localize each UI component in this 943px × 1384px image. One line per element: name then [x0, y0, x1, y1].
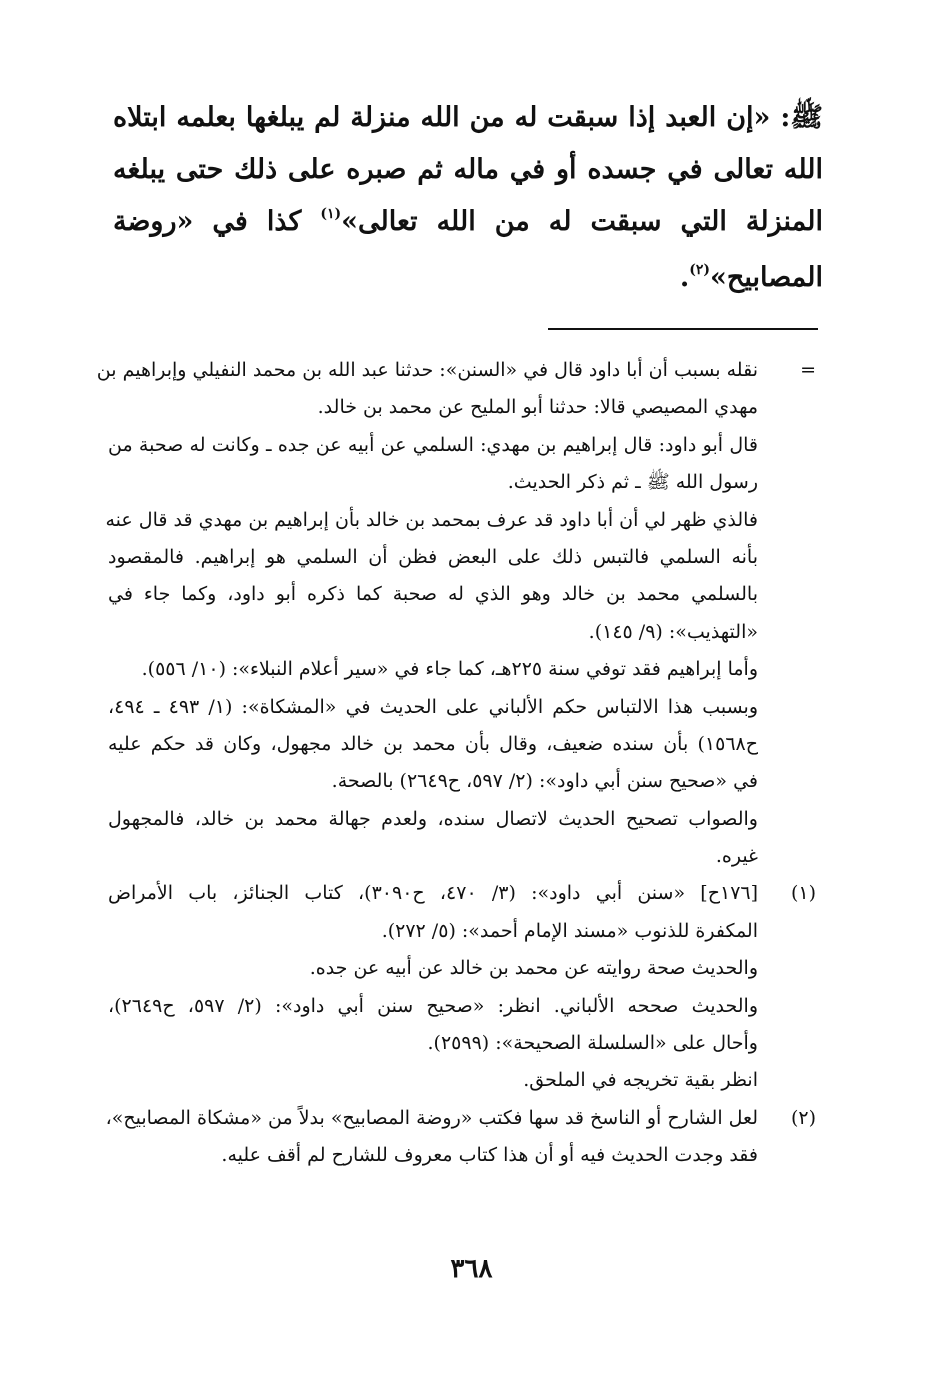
footnote-line: والحديث صححه الألباني. انظر: «صحيح سنن أبي داود»: (٢/ ٥٩٧، ح٢٦٤٩)،: [108, 994, 758, 1017]
footnote-line: نقله بسبب أن أبا داود قال في «السنن»: حدثنا عبد الله بن محمد النفيلي وإبراهيم بن: [96, 359, 758, 381]
footnote-line: رسول الله ﷺ ـ ثم ذكر الحديث.: [507, 471, 758, 494]
footnote-line: وبسبب هذا الالتباس حكم الألباني على الحديث في «المشكاة»: (١/ ٤٩٣ ـ ٤٩٤،: [108, 695, 758, 718]
footnote-line: في «صحيح سنن أبي داود»: (٢/ ٥٩٧، ح٢٦٤٩) بالصحة.: [331, 770, 758, 793]
footnote-line: وأما إبراهيم فقد توفي سنة ٢٢٥هـ، كما جاء في «سير أعلام النبلاء»: (١٠/ ٥٥٦).: [141, 658, 758, 681]
footnote-line: والحديث صحة روايته عن محمد بن خالد عن أبيه عن جده.: [309, 957, 758, 980]
footnote-line: انظر بقية تخريجه في الملحق.: [523, 1069, 758, 1092]
footnote-1-marker: (١): [790, 882, 816, 905]
footnote-line: قال أبو داود: قال إبراهيم بن مهدي: السلمي عن أبيه عن جده ـ وكانت له صحبة من: [108, 433, 758, 456]
footnote-line: «التهذيب»: (٩/ ١٤٥).: [588, 620, 758, 643]
footnote-line: فقد وجدت الحديث فيه أو أن هذا كتاب معروف للشارح لم أقف عليه.: [221, 1144, 758, 1167]
footnote-2-marker: (٢): [790, 1106, 816, 1129]
continuation-marker: =: [800, 359, 816, 381]
footnote-line: بأنه السلمي فالتبس ذلك على البعض فظن أن السلمي هو إبراهيم. فالمقصود: [108, 545, 758, 568]
footnote-continuation: [96, 352, 818, 875]
footnote-line: مهدي المصيصي قالا: حدثنا أبو المليح عن محمد بن خالد.: [317, 396, 758, 419]
source-text: كذا في «روضة المصابيح»: [113, 206, 823, 293]
page-number: ٣٦٨: [450, 1254, 493, 1284]
footnote-divider: [548, 328, 818, 330]
footnote-2: [105, 1100, 818, 1175]
footnote-line: فالذي ظهر لي أن أبا داود قد عرف بمحمد بن خالد بأن إبراهيم بن مهدي قد قال عنه: [105, 508, 758, 531]
hadith-text: ﷺ: «إن العبد إذا سبقت له من الله منزلة لم يبلغها بعلمه ابتلاه الله تعالى في جسده أو في ماله ثم صبره على ذلك حتى يبلغه المنزلة التي سبقت له من الله تعالى»: [113, 102, 823, 237]
footnote-line: لعل الشارح أو الناسخ قد سها فكتب «روضة المصابيح» بدلاً من «مشكاة المصابيح»،: [105, 1106, 758, 1129]
main-text: [113, 92, 823, 308]
footnote-line: بالسلمي محمد بن خالد وهو الذي له صحبة كما ذكره أبو داود، وكما جاء في: [108, 583, 758, 606]
footnotes-section: [96, 352, 818, 1175]
footnote-ref-1[interactable]: (١): [320, 206, 342, 222]
footnote-ref-2[interactable]: (٢): [689, 262, 711, 278]
footnote-line: ح١٥٦٨) بأن سنده ضعيف، وقال بأن محمد بن خالد مجهول، وكان قد حكم عليه: [108, 732, 758, 755]
hadith-paragraph: [113, 92, 823, 308]
footnote-line: غيره.: [715, 845, 758, 868]
footnote-line: وأحال على «السلسلة الصحيحة»: (٢٥٩٩).: [427, 1032, 758, 1055]
footnote-1: [108, 875, 818, 1099]
footnote-line: المكفرة للذنوب «مسند الإمام أحمد»: (٥/ ٢٧٢).: [381, 919, 758, 942]
footnote-line: [١٧٦ح] «سنن أبي داود»: (٣/ ٤٧٠، ح٣٠٩٠)، كتاب الجنائز، باب الأمراض: [108, 882, 759, 905]
paragraph-end: .: [679, 262, 690, 293]
footnote-line: والصواب تصحيح الحديث لاتصال سنده، ولعدم جهالة محمد بن خالد، فالمجهول: [108, 807, 758, 830]
